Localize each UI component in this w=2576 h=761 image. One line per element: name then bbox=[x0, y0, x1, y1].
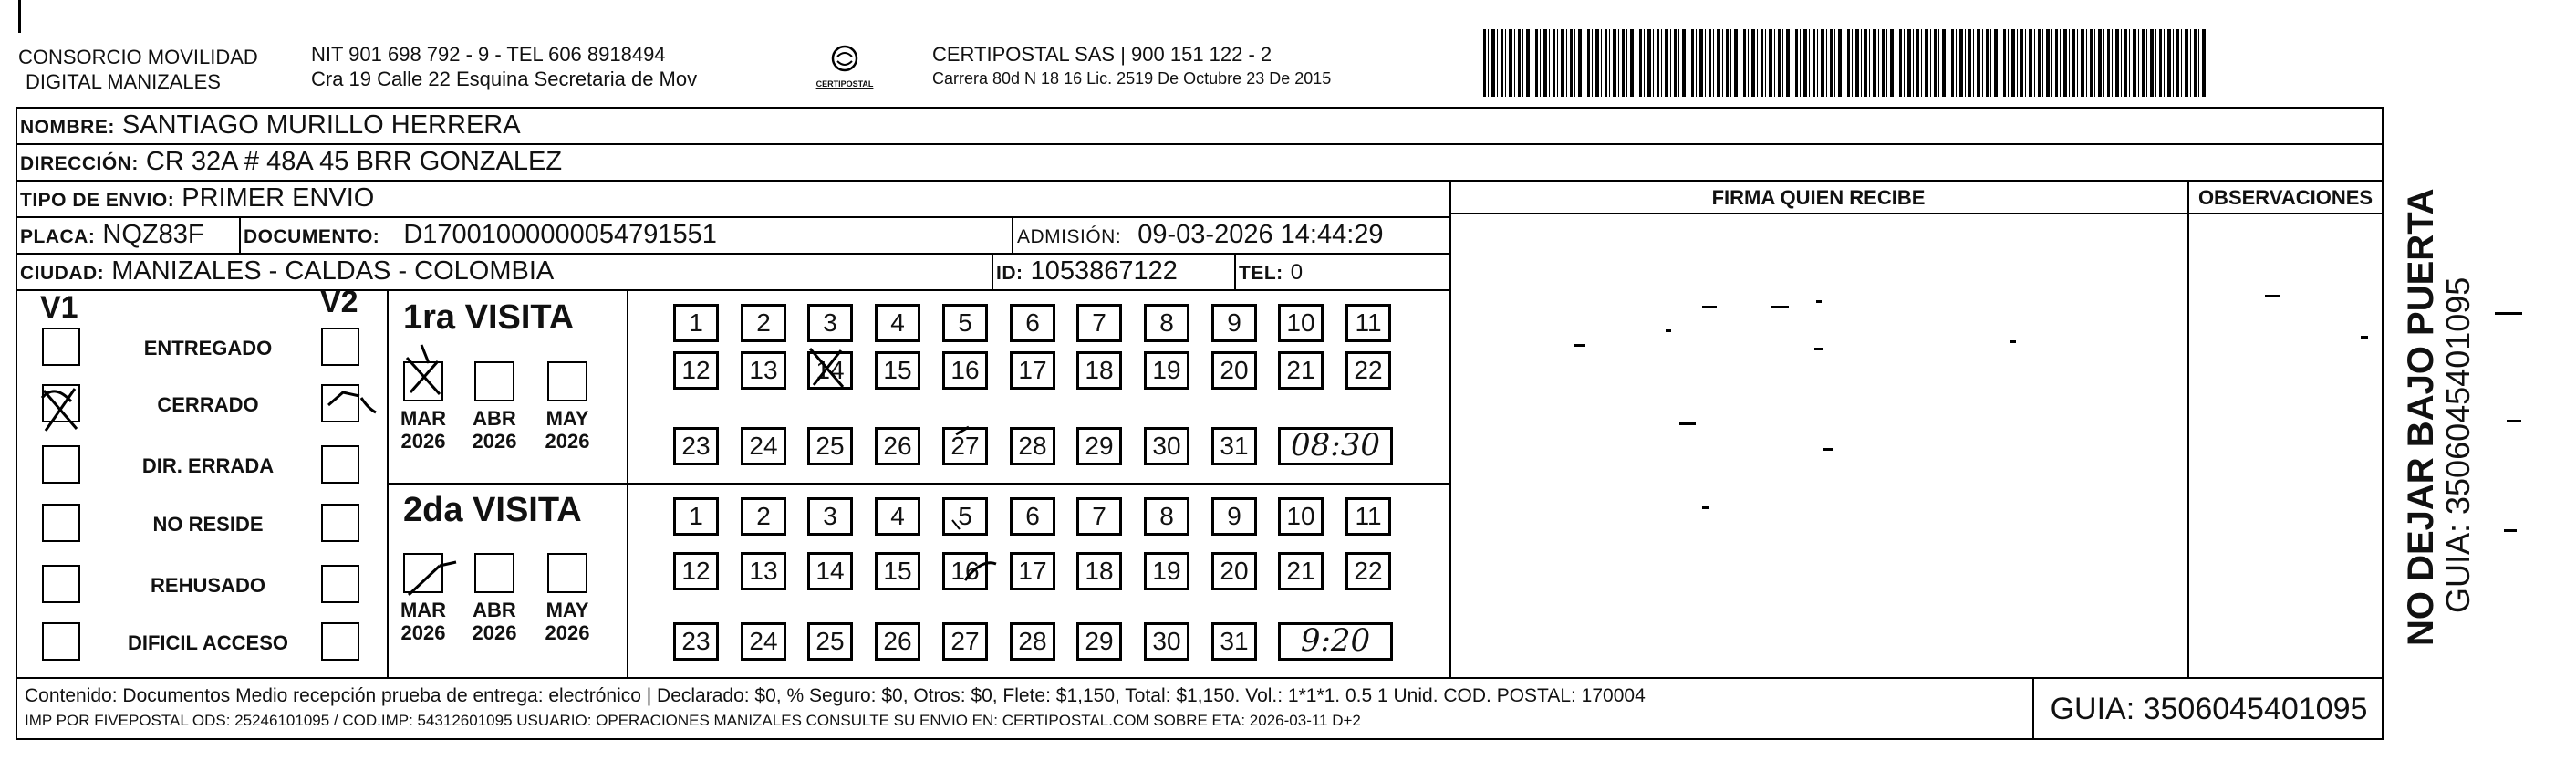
month-checkbox[interactable] bbox=[403, 553, 443, 593]
visit-2-title: 2da VISITA bbox=[403, 491, 582, 529]
certipostal-logo-icon bbox=[826, 44, 863, 75]
company-name bbox=[18, 45, 258, 94]
admision-field bbox=[1017, 218, 1384, 254]
day-box[interactable]: 21 bbox=[1278, 351, 1324, 390]
day-box[interactable]: 30 bbox=[1144, 427, 1189, 465]
placa-value: NQZ83F bbox=[102, 220, 204, 249]
tipo-envio-label: TIPO DE ENVIO: bbox=[20, 190, 175, 211]
day-box[interactable]: 18 bbox=[1076, 351, 1122, 390]
rule bbox=[992, 253, 993, 289]
speck bbox=[2507, 420, 2521, 422]
day-box[interactable]: 13 bbox=[741, 351, 786, 390]
month-label bbox=[537, 599, 597, 644]
license-line: Carrera 80d N 18 16 Lic. 2519 De Octubre 23 De 2015 bbox=[932, 69, 1332, 88]
courier-info bbox=[932, 42, 1331, 91]
speck bbox=[1814, 348, 1823, 350]
day-box[interactable]: 31 bbox=[1211, 622, 1257, 661]
day-box[interactable]: 27 bbox=[942, 622, 988, 661]
day-box[interactable]: 26 bbox=[875, 427, 920, 465]
speck bbox=[1666, 329, 1671, 332]
month-label bbox=[393, 407, 453, 453]
footer-contenido: Contenido: Documentos Medio recepción prueba de entrega: electrónico | Declarado: $0, % Seguro: $0, Otros: $0, Flete: $1,150, Total: $1,150. Vol.: 1*1*1. 0.5 1 Unid. COD. POSTAL: 170004 bbox=[25, 685, 1646, 706]
day-box[interactable]: 5 bbox=[942, 497, 988, 536]
day-box[interactable]: 11 bbox=[1345, 497, 1391, 536]
month-name: MAY bbox=[545, 407, 589, 430]
day-box[interactable]: 9 bbox=[1211, 497, 1257, 536]
status-reason-label: ENTREGADO bbox=[143, 337, 273, 360]
day-box[interactable]: 28 bbox=[1010, 622, 1055, 661]
day-box[interactable]: 29 bbox=[1076, 622, 1122, 661]
handwritten-time: 08:30 bbox=[1278, 427, 1393, 465]
day-box[interactable]: 1 bbox=[673, 304, 719, 342]
month-checkbox[interactable] bbox=[547, 553, 587, 593]
footer-imp: IMP POR FIVEPOSTAL ODS: 25246101095 / COD.IMP: 54312601095 USUARIO: OPERACIONES MANIZALES CONSULTE SU ENVIO EN: CERTIPOSTAL.COM SOBRE ETA: 2026-03-11 D+2 bbox=[25, 712, 1361, 729]
v1-checkbox[interactable] bbox=[42, 565, 80, 603]
visit-1-title: 1ra VISITA bbox=[403, 298, 575, 337]
day-box[interactable]: 2 bbox=[741, 497, 786, 536]
day-box[interactable]: 28 bbox=[1010, 427, 1055, 465]
day-box[interactable]: 12 bbox=[673, 552, 719, 590]
v2-checkbox[interactable] bbox=[321, 565, 359, 603]
day-box[interactable]: 22 bbox=[1345, 552, 1391, 590]
speck bbox=[1771, 306, 1789, 308]
day-box[interactable]: 19 bbox=[1144, 552, 1189, 590]
courier-line: CERTIPOSTAL SAS | 900 151 122 - 2 bbox=[932, 43, 1272, 66]
day-box[interactable]: 31 bbox=[1211, 427, 1257, 465]
month-name: ABR bbox=[473, 407, 516, 430]
firma-header: FIRMA QUIEN RECIBE bbox=[1711, 186, 1926, 209]
day-box[interactable]: 1 bbox=[673, 497, 719, 536]
logo-text: CERTIPOSTAL bbox=[815, 79, 874, 89]
speck bbox=[1816, 300, 1822, 303]
month-label bbox=[464, 599, 525, 644]
month-label bbox=[464, 407, 525, 453]
day-box[interactable]: 7 bbox=[1076, 304, 1122, 342]
rule bbox=[16, 677, 2384, 679]
day-box[interactable]: 14 bbox=[807, 351, 853, 390]
day-box[interactable]: 23 bbox=[673, 622, 719, 661]
day-box[interactable]: 20 bbox=[1211, 351, 1257, 390]
v2-header: V2 bbox=[320, 285, 358, 319]
v2-checkbox[interactable] bbox=[321, 384, 359, 422]
admision-label: ADMISIÓN: bbox=[1017, 226, 1122, 247]
ciudad-field bbox=[20, 255, 554, 290]
speck bbox=[1679, 422, 1696, 425]
documento-field bbox=[244, 218, 717, 254]
day-box[interactable]: 6 bbox=[1010, 304, 1055, 342]
speck bbox=[1823, 448, 1833, 451]
rule bbox=[239, 216, 241, 253]
speck bbox=[1574, 344, 1585, 347]
speck bbox=[2495, 312, 2522, 315]
v2-checkbox[interactable] bbox=[321, 622, 359, 661]
month-checkbox[interactable] bbox=[547, 361, 587, 401]
status-reason-label: DIR. ERRADA bbox=[141, 454, 275, 477]
speck bbox=[1702, 506, 1709, 509]
address-line: Cra 19 Calle 22 Esquina Secretaria de Mov bbox=[311, 68, 698, 90]
direccion-value: CR 32A # 48A 45 BRR GONZALEZ bbox=[145, 147, 563, 176]
direccion-label: DIRECCIÓN: bbox=[20, 153, 139, 174]
observaciones-header: OBSERVACIONES bbox=[2197, 186, 2373, 209]
day-box[interactable]: 10 bbox=[1278, 497, 1324, 536]
month-name: MAR bbox=[400, 599, 447, 621]
day-box[interactable]: 8 bbox=[1144, 497, 1189, 536]
status-reason-label: CERRADO bbox=[157, 393, 259, 416]
ciudad-value: MANIZALES - CALDAS - COLOMBIA bbox=[111, 256, 555, 286]
month-name: MAY bbox=[545, 599, 589, 621]
month-year: 2026 bbox=[400, 430, 446, 453]
month-year: 2026 bbox=[472, 430, 517, 453]
day-box[interactable]: 5 bbox=[942, 304, 988, 342]
v1-checkbox[interactable] bbox=[42, 504, 80, 542]
speck bbox=[1702, 306, 1717, 308]
nombre-value: SANTIAGO MURILLO HERRERA bbox=[121, 110, 521, 140]
direccion-field bbox=[20, 145, 562, 181]
tipo-envio-value: PRIMER ENVIO bbox=[182, 183, 375, 213]
day-box[interactable]: 3 bbox=[807, 304, 853, 342]
day-box[interactable]: 17 bbox=[1010, 351, 1055, 390]
v1-checkbox[interactable] bbox=[42, 384, 80, 422]
certipostal-logo bbox=[812, 44, 878, 95]
day-box[interactable]: 16 bbox=[942, 351, 988, 390]
footer-guia: GUIA: 3506045401095 bbox=[2032, 679, 2384, 740]
day-box[interactable]: 23 bbox=[673, 427, 719, 465]
rule bbox=[1234, 253, 1236, 289]
month-checkbox[interactable] bbox=[474, 361, 514, 401]
documento-label: DOCUMENTO: bbox=[244, 226, 380, 247]
edge-mark bbox=[18, 0, 21, 33]
month-year: 2026 bbox=[545, 621, 590, 644]
day-box[interactable]: 24 bbox=[741, 622, 786, 661]
barcode bbox=[1483, 29, 2207, 97]
rule bbox=[387, 483, 1449, 485]
day-box[interactable]: 9 bbox=[1211, 304, 1257, 342]
placa-field bbox=[20, 218, 204, 254]
day-box[interactable]: 17 bbox=[1010, 552, 1055, 590]
day-box[interactable]: 2 bbox=[741, 304, 786, 342]
v1-checkbox[interactable] bbox=[42, 622, 80, 661]
day-box[interactable]: 29 bbox=[1076, 427, 1122, 465]
day-box[interactable]: 7 bbox=[1076, 497, 1122, 536]
day-box[interactable]: 19 bbox=[1144, 351, 1189, 390]
day-box[interactable]: 15 bbox=[875, 552, 920, 590]
v2-checkbox[interactable] bbox=[321, 328, 359, 366]
day-box[interactable]: 4 bbox=[875, 304, 920, 342]
v1-checkbox[interactable] bbox=[42, 445, 80, 484]
tel-value: 0 bbox=[1290, 260, 1304, 285]
day-box[interactable]: 18 bbox=[1076, 552, 1122, 590]
month-name: MAR bbox=[400, 407, 447, 430]
speck bbox=[2361, 336, 2368, 339]
rule bbox=[2187, 180, 2189, 677]
ciudad-label: CIUDAD: bbox=[20, 263, 105, 284]
company-line-2: DIGITAL MANIZALES bbox=[26, 70, 221, 93]
nombre-field bbox=[20, 109, 521, 144]
day-box[interactable]: 11 bbox=[1345, 304, 1391, 342]
day-box[interactable]: 22 bbox=[1345, 351, 1391, 390]
nit-line: NIT 901 698 792 - 9 - TEL 606 8918494 bbox=[311, 43, 666, 66]
day-box[interactable]: 25 bbox=[807, 622, 853, 661]
tipo-envio-field bbox=[20, 182, 374, 217]
month-checkbox[interactable] bbox=[474, 553, 514, 593]
id-value: 1053867122 bbox=[1030, 256, 1178, 286]
tel-label: TEL: bbox=[1239, 263, 1283, 284]
company-line-1: CONSORCIO MOVILIDAD bbox=[18, 46, 258, 68]
month-year: 2026 bbox=[472, 621, 517, 644]
day-box[interactable]: 8 bbox=[1144, 304, 1189, 342]
signature-area bbox=[1451, 214, 2186, 675]
month-year: 2026 bbox=[545, 430, 590, 453]
day-box[interactable]: 15 bbox=[875, 351, 920, 390]
documento-value: D17001000000054791551 bbox=[403, 220, 717, 249]
id-label: ID: bbox=[996, 263, 1023, 284]
v2-checkbox[interactable] bbox=[321, 504, 359, 542]
id-field bbox=[996, 255, 1178, 290]
day-box[interactable]: 20 bbox=[1211, 552, 1257, 590]
month-label bbox=[537, 407, 597, 453]
day-box[interactable]: 6 bbox=[1010, 497, 1055, 536]
v2-checkbox[interactable] bbox=[321, 445, 359, 484]
company-contact bbox=[311, 42, 697, 91]
day-box[interactable]: 27 bbox=[942, 427, 988, 465]
tel-field bbox=[1239, 255, 1303, 290]
day-box[interactable]: 14 bbox=[807, 552, 853, 590]
side-warning: NO DEJAR BAJO PUERTA bbox=[2401, 188, 2441, 646]
status-reason-label: REHUSADO bbox=[151, 574, 265, 597]
rule bbox=[1012, 216, 1013, 253]
nombre-label: NOMBRE: bbox=[20, 117, 115, 138]
placa-label: PLACA: bbox=[20, 226, 96, 247]
day-box[interactable]: 10 bbox=[1278, 304, 1324, 342]
month-label bbox=[393, 599, 453, 644]
status-reason-label: DIFICIL ACCESO bbox=[127, 631, 288, 654]
speck bbox=[2265, 295, 2280, 297]
v1-header: V1 bbox=[40, 290, 78, 325]
v1-checkbox[interactable] bbox=[42, 328, 80, 366]
day-box[interactable]: 25 bbox=[807, 427, 853, 465]
day-box[interactable]: 3 bbox=[807, 497, 853, 536]
speck bbox=[2504, 529, 2517, 532]
day-box[interactable]: 21 bbox=[1278, 552, 1324, 590]
day-box[interactable]: 12 bbox=[673, 351, 719, 390]
handwritten-time: 9:20 bbox=[1278, 622, 1393, 661]
day-box[interactable]: 16 bbox=[942, 552, 988, 590]
day-box[interactable]: 24 bbox=[741, 427, 786, 465]
side-guia: GUIA: 3506045401095 bbox=[2439, 276, 2477, 613]
speck bbox=[2010, 340, 2016, 343]
admision-value: 09-03-2026 14:44:29 bbox=[1137, 220, 1384, 249]
month-name: ABR bbox=[473, 599, 516, 621]
day-box[interactable]: 30 bbox=[1144, 622, 1189, 661]
month-year: 2026 bbox=[400, 621, 446, 644]
month-checkbox[interactable] bbox=[403, 361, 443, 401]
status-reason-label: NO RESIDE bbox=[152, 513, 264, 536]
day-box[interactable]: 26 bbox=[875, 622, 920, 661]
day-box[interactable]: 4 bbox=[875, 497, 920, 536]
day-box[interactable]: 13 bbox=[741, 552, 786, 590]
